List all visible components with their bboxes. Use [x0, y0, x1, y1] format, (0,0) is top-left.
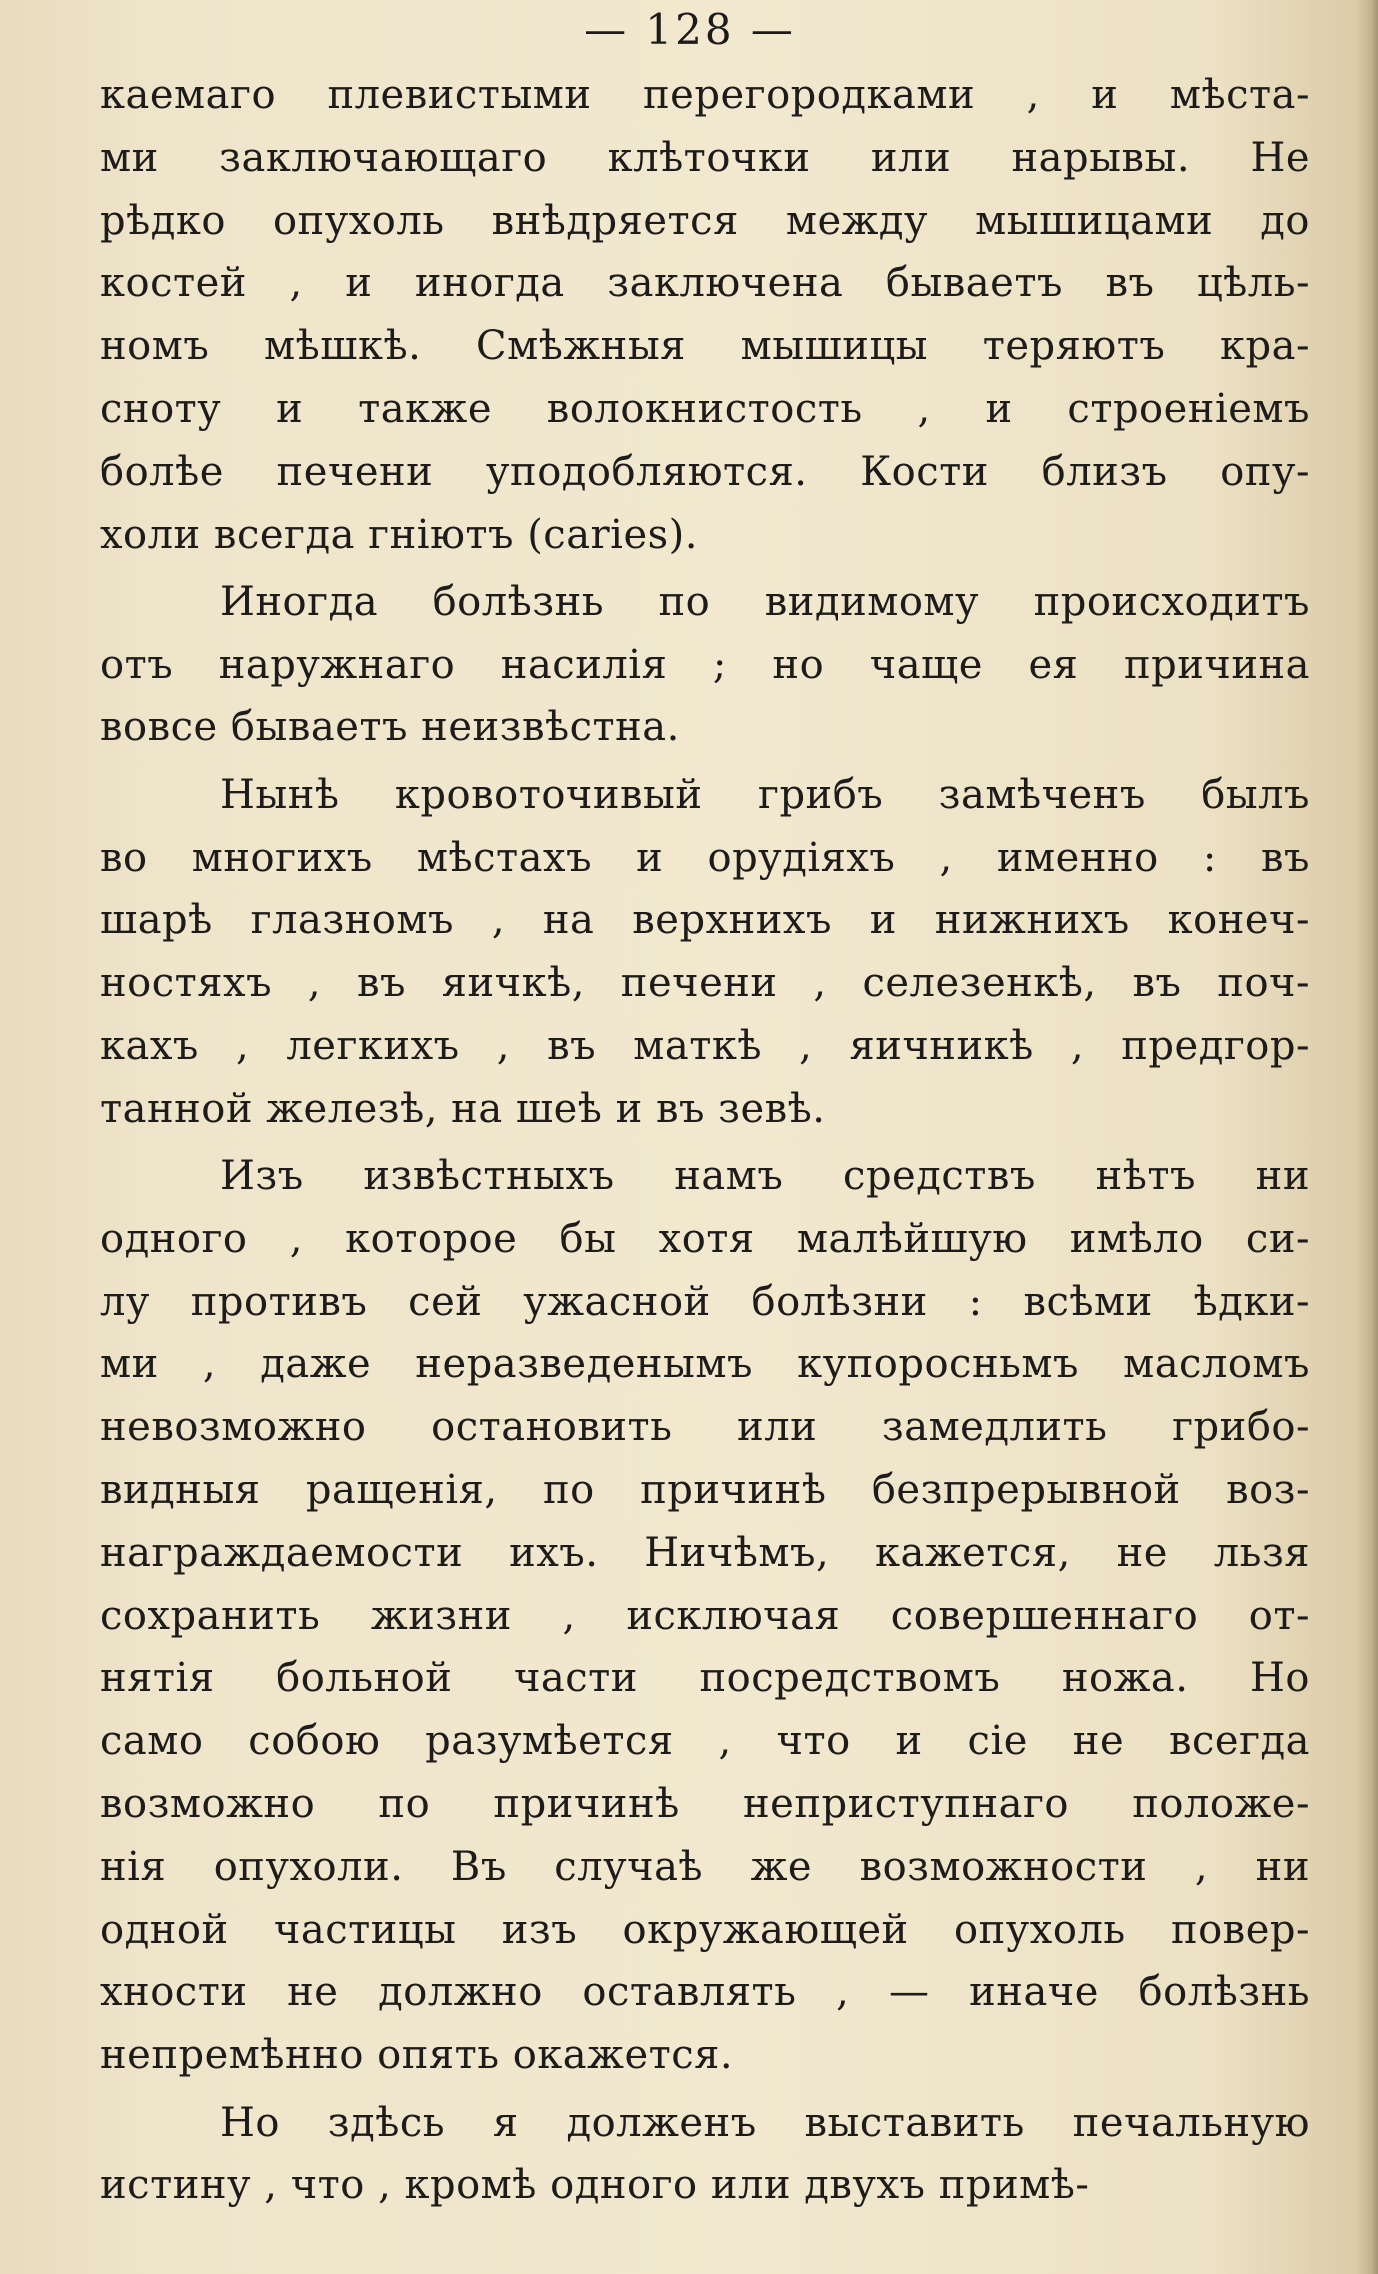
text-line: сохранить жизни , исключая совершеннаго от-	[100, 1592, 1310, 1639]
text-line: одной частицы изъ окружающей опухоль повер-	[100, 1906, 1310, 1953]
text-line: возможно по причинѣ неприступнаго положе-	[100, 1781, 1310, 1828]
text-line: нія опухоли. Въ случаѣ же возможности , ни	[100, 1843, 1310, 1890]
text-line: ностяхъ , въ яичкѣ, печени , селезенкѣ, въ поч-	[100, 960, 1310, 1007]
text-line: истину , что , кромѣ одного или двухъ примѣ-	[100, 2162, 1090, 2209]
text-line: шарѣ глазномъ , на верхнихъ и нижнихъ конеч-	[100, 897, 1310, 944]
text-line: хности не должно оставлять , — иначе болѣзнь	[100, 1969, 1310, 2016]
text-line: номъ мѣшкѣ. Смѣжныя мышицы теряютъ кра-	[100, 323, 1310, 370]
text-line: награждаемости ихъ. Ничѣмъ, кажется, не льзя	[100, 1529, 1310, 1576]
text-line: невозможно остановить или замедлить грибо-	[100, 1404, 1310, 1451]
paragraph	[100, 1145, 1310, 2087]
text-line: Нынѣ кровоточивый грибъ замѣченъ былъ	[220, 771, 1310, 818]
paragraph	[100, 764, 1310, 1141]
text-line: Но здѣсь я долженъ выставить печальную	[220, 2099, 1310, 2146]
paragraph	[100, 2092, 1310, 2218]
text-line: отъ наружнаго насилія ; но чаще ея причина	[100, 641, 1310, 688]
text-line: само собою разумѣется , что и сіе не всегда	[100, 1718, 1310, 1765]
text-line: во многихъ мѣстахъ и орудіяхъ , именно : въ	[100, 834, 1310, 881]
text-line: Иногда болѣзнь по видимому происходитъ	[220, 578, 1310, 625]
text-line: холи всегда гніютъ (caries).	[100, 511, 698, 558]
page-number: — 128 —	[584, 5, 796, 54]
text-line: нятія больной части посредствомъ ножа. Но	[100, 1655, 1310, 1702]
text-line: болѣе печени уподобляются. Кости близъ опу-	[100, 448, 1310, 495]
text-line: сноту и также волокнистость , и строеніемъ	[100, 385, 1310, 432]
text-line: каемаго плевистыми перегородками , и мѣста-	[100, 72, 1310, 118]
text-line: ми , даже неразведенымъ купоросньмъ масломъ	[100, 1341, 1310, 1388]
text-line: танной железѣ, на шеѣ и въ зевѣ.	[100, 1085, 826, 1132]
text-line: рѣдко опухоль внѣдряется между мышицами до	[100, 197, 1310, 244]
text-line: Изъ извѣстныхъ намъ средствъ нѣтъ ни	[220, 1153, 1310, 1200]
text-line: костей , и иногда заключена бываетъ въ цѣль-	[100, 260, 1310, 307]
text-line: вовсе бываетъ неизвѣстна.	[100, 704, 680, 751]
page-edge-shadow	[1356, 0, 1378, 2274]
paragraph	[100, 64, 1310, 566]
text-line: одного , которое бы хотя малѣйшую имѣло си-	[100, 1215, 1310, 1262]
text-line: ми заключающаго клѣточки или нарывы. Не	[100, 134, 1310, 181]
text-line: непремѣнно опять окажется.	[100, 2032, 734, 2079]
text-line: кахъ , легкихъ , въ маткѣ , яичникѣ , предгор-	[100, 1022, 1310, 1069]
paragraph	[100, 571, 1310, 759]
text-line: лу противъ сей ужасной болѣзни : всѣми ѣдки-	[100, 1278, 1310, 1325]
body-text	[100, 64, 1310, 2222]
text-line: видныя ращенія, по причинѣ безпрерывной воз-	[100, 1467, 1310, 1514]
